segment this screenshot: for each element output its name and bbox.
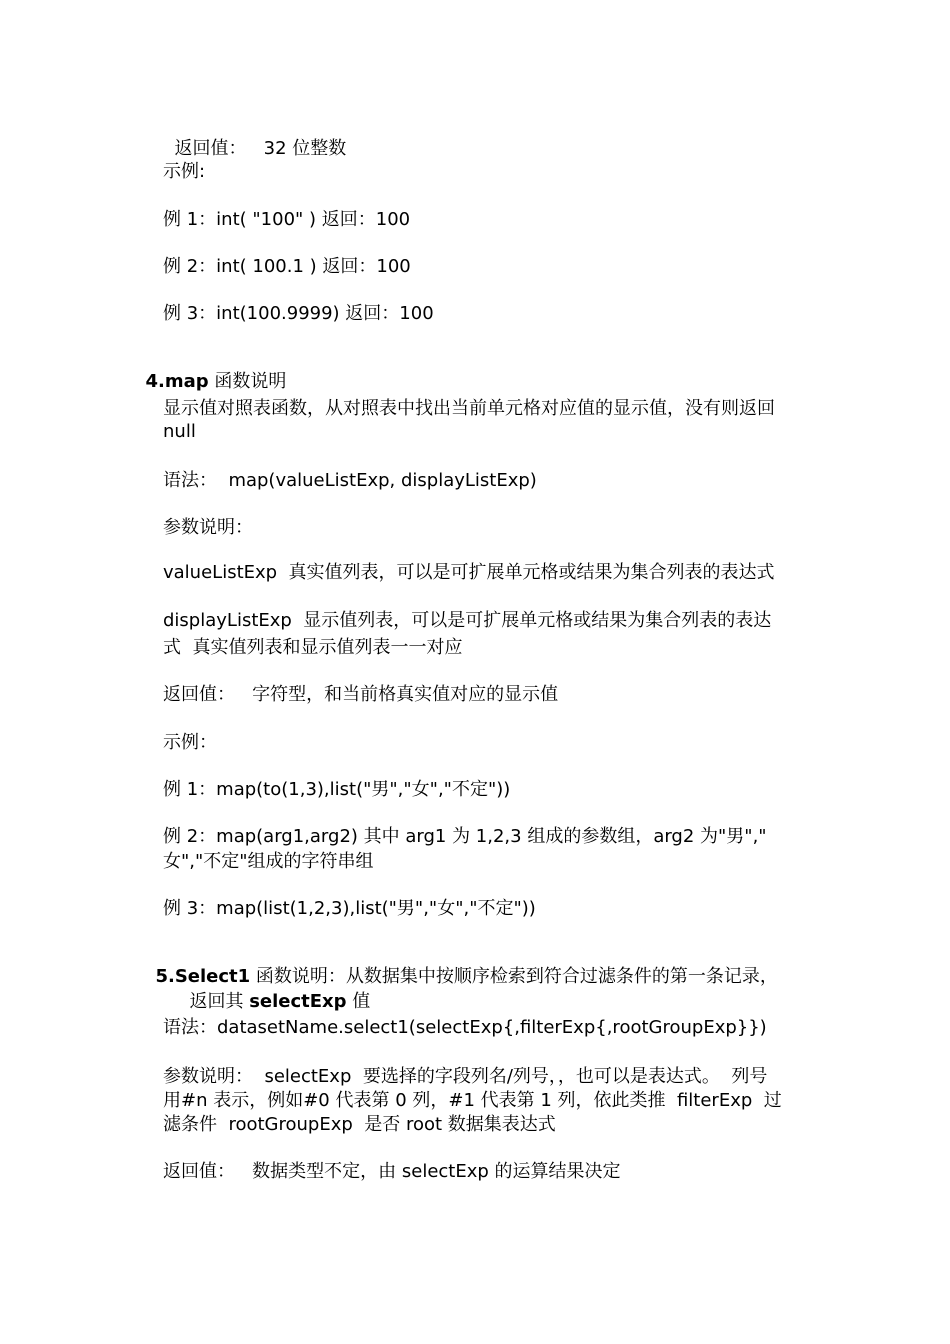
map-return: 返回值： 字符型，和当前格真实值对应的显示值 xyxy=(163,684,559,705)
map-example-2-line1: 例 2：map(arg1,arg2) 其中 arg1 为 1,2,3 组成的参数组，arg2 为"男"," xyxy=(163,826,767,847)
select1-params-line3: 滤条件 rootGroupExp 是否 root 数据集表达式 xyxy=(163,1114,556,1135)
return-label: 返回值： xyxy=(174,138,247,159)
select1-heading-rest: 函数说明：从数据集中按顺序检索到符合过滤条件的第一条记录， xyxy=(250,966,778,987)
map-param-1: valueListExp 真实值列表，可以是可扩展单元格或结果为集合列表的表达式 xyxy=(163,562,775,583)
map-params-label: 参数说明： xyxy=(163,517,253,538)
map-syntax: 语法： map(valueListExp, displayListExp) xyxy=(163,470,537,491)
select1-params-line1: 参数说明： selectExp 要选择的字段列名/列号，，也可以是表达式。 列号 xyxy=(163,1066,768,1087)
int-return-row xyxy=(163,113,346,161)
map-description-line2: null xyxy=(163,421,196,442)
select1-heading-bold: 5.Select1 xyxy=(155,966,251,987)
map-heading xyxy=(134,346,286,394)
map-example-3: 例 3：map(list(1,2,3),list("男","女","不定")) xyxy=(163,898,536,919)
map-description-line1: 显示值对照表函数，从对照表中找出当前单元格对应值的显示值，没有则返回 xyxy=(163,398,775,419)
map-heading-bold: 4.map xyxy=(145,371,209,392)
select1-heading-prefix: 返回其 xyxy=(189,991,250,1012)
int-example-3: 例 3：int(100.9999) 返回：100 xyxy=(163,303,434,324)
map-param-2-line1: displayListExp 显示值列表，可以是可扩展单元格或结果为集合列表的表达 xyxy=(163,610,772,631)
select1-return: 返回值： 数据类型不定，由 selectExp 的运算结果决定 xyxy=(163,1161,621,1182)
int-example-label: 示例: xyxy=(163,161,206,182)
select1-heading-suffix: 值 xyxy=(346,991,371,1012)
map-param-2-line2: 式 真实值列表和显示值列表一一对应 xyxy=(163,637,463,658)
select1-heading-line2 xyxy=(178,966,370,1014)
int-example-1: 例 1：int( "100" ) 返回：100 xyxy=(163,209,411,230)
select1-params-line2: 用#n 表示，例如#0 代表第 0 列，#1 代表第 1 列，依此类推 filterExp 过 xyxy=(163,1090,782,1111)
map-example-1: 例 1：map(to(1,3),list("男","女","不定")) xyxy=(163,779,511,800)
map-example-2-line2: 女","不定"组成的字符串组 xyxy=(163,851,374,872)
return-value: 32 位整数 xyxy=(263,138,347,159)
map-example-label: 示例： xyxy=(163,732,217,753)
map-heading-rest: 函数说明 xyxy=(208,371,287,392)
int-example-2: 例 2：int( 100.1 ) 返回：100 xyxy=(163,256,411,277)
select1-syntax: 语法：datasetName.select1(selectExp{,filterExp{,rootGroupExp}}) xyxy=(163,1017,767,1038)
select1-heading-selectexp: selectExp xyxy=(249,991,347,1012)
